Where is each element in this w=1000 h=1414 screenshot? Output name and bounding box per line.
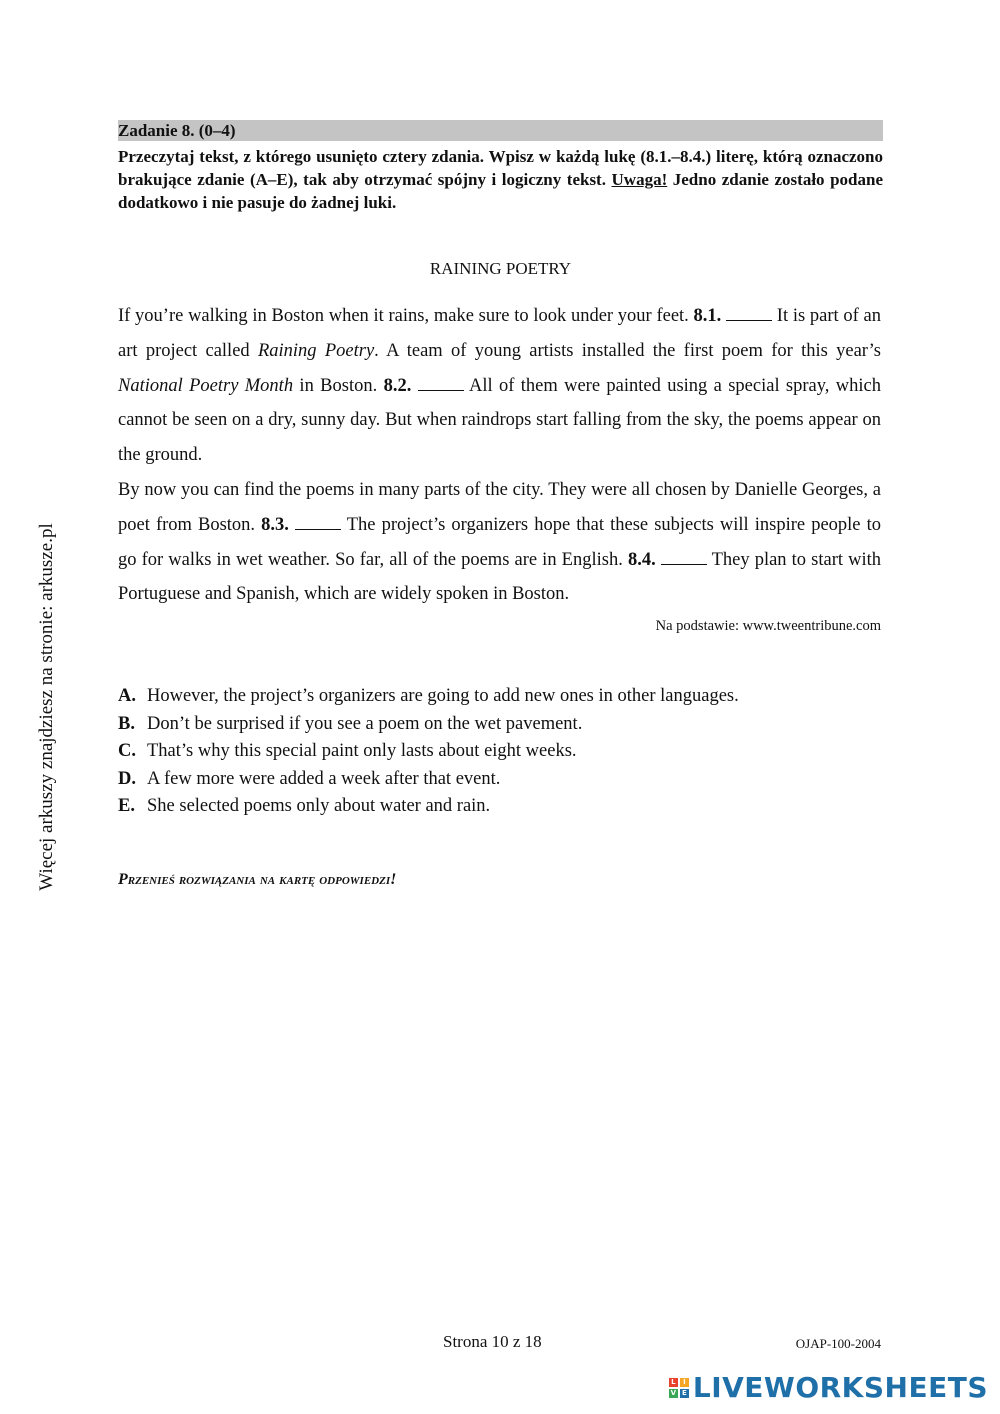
gap-8-2[interactable] bbox=[418, 376, 464, 391]
instruction-text: Przeczytaj tekst, z którego usunięto cztery zdania. Wpisz w każdą lukę (8.1.–8.4.) literę, którą oznaczono brakujące zdanie (A–E), tak aby otrzymać spójny i logiczny tekst. bbox=[118, 147, 883, 189]
italic-title: Raining Poetry bbox=[257, 340, 375, 361]
option-c bbox=[118, 738, 739, 766]
paragraph-2 bbox=[118, 473, 881, 612]
logo-text: LIVEWORKSHEETS bbox=[692, 1371, 988, 1404]
option-letter: E. bbox=[118, 796, 135, 816]
text-run: It is part of an art project called bbox=[118, 306, 881, 361]
option-text: A few more were added a week after that event. bbox=[147, 768, 501, 789]
logo-mark-cell: I bbox=[680, 1378, 689, 1387]
option-letter: D. bbox=[118, 768, 136, 789]
text-run: By now you can find the poems in many parts of the city. They were all chosen by Danielle Georges, a poet from Boston. bbox=[118, 479, 881, 535]
italic-title: National Poetry Month bbox=[118, 375, 294, 396]
option-letter: C. bbox=[118, 741, 136, 761]
task-instructions bbox=[118, 145, 883, 214]
paragraph-1 bbox=[118, 299, 881, 473]
gap-8-4[interactable] bbox=[661, 550, 707, 565]
text-run: . A team of young artists installed the first poem for this year’s bbox=[374, 340, 881, 361]
liveworksheets-logo[interactable] bbox=[669, 1371, 988, 1404]
transfer-note-text: Przenieś rozwiązania na kartę odpowiedzi! bbox=[118, 871, 397, 888]
gap-8-1[interactable] bbox=[726, 306, 772, 321]
option-letter: B. bbox=[118, 713, 135, 734]
gap-marker-8-4: 8.4. bbox=[627, 549, 656, 570]
text-run: The project’s organizers hope that these subjects will inspire people to go for walks in wet weather. So far, all of the poems are in English. bbox=[118, 514, 881, 570]
gap-marker-8-1: 8.1. bbox=[693, 306, 722, 326]
transfer-note bbox=[118, 871, 396, 889]
logo-mark-cell: L bbox=[669, 1378, 678, 1387]
warning-text: Jedno zdanie zostało podane dodatkowo i nie pasuje do żadnej luki. bbox=[118, 170, 883, 212]
task-header: Zadanie 8. (0–4) bbox=[118, 120, 883, 141]
gap-8-3[interactable] bbox=[295, 515, 341, 530]
option-text: However, the project’s organizers are going to add new ones in other languages. bbox=[147, 686, 739, 706]
gap-marker-8-3: 8.3. bbox=[261, 514, 289, 535]
option-a bbox=[118, 683, 739, 711]
option-b bbox=[118, 711, 739, 739]
options-list bbox=[118, 683, 739, 821]
option-letter: A. bbox=[118, 686, 136, 706]
option-text: That’s why this special paint only lasts about eight weeks. bbox=[147, 741, 577, 761]
reading-passage bbox=[118, 299, 881, 612]
text-title: RAINING POETRY bbox=[429, 259, 572, 278]
text-run: If you’re walking in Boston when it rains, make sure to look under your feet. bbox=[118, 306, 694, 326]
page-number: Strona 10 z 18 bbox=[443, 1332, 542, 1351]
exam-code: OJAP-100-2004 bbox=[795, 1336, 881, 1351]
source-note: Na podstawie: www.tweentribune.com bbox=[655, 618, 881, 634]
gap-marker-8-2: 8.2. bbox=[383, 375, 412, 396]
logo-mark-cell: V bbox=[670, 1388, 677, 1397]
option-text: She selected poems only about water and rain. bbox=[147, 796, 491, 816]
warning-label: Uwaga! bbox=[611, 170, 668, 189]
text-run: All of them were painted using a special spray, which cannot be seen on a dry, sunny day. But when raindrops start falling from the sky, the poems appear on the ground. bbox=[118, 375, 881, 466]
text-run: They plan to start with Portuguese and Spanish, which are widely spoken in Boston. bbox=[118, 549, 881, 605]
text-run: in Boston. bbox=[293, 375, 384, 396]
logo-mark-icon bbox=[669, 1378, 689, 1398]
logo-mark-cell: E bbox=[680, 1389, 689, 1398]
option-e bbox=[118, 793, 739, 821]
side-note: Więcej arkuszy znajdziesz na stronie: arkusze.pl bbox=[36, 523, 57, 891]
option-text: Don’t be surprised if you see a poem on the wet pavement. bbox=[147, 713, 583, 734]
option-d bbox=[118, 766, 739, 794]
